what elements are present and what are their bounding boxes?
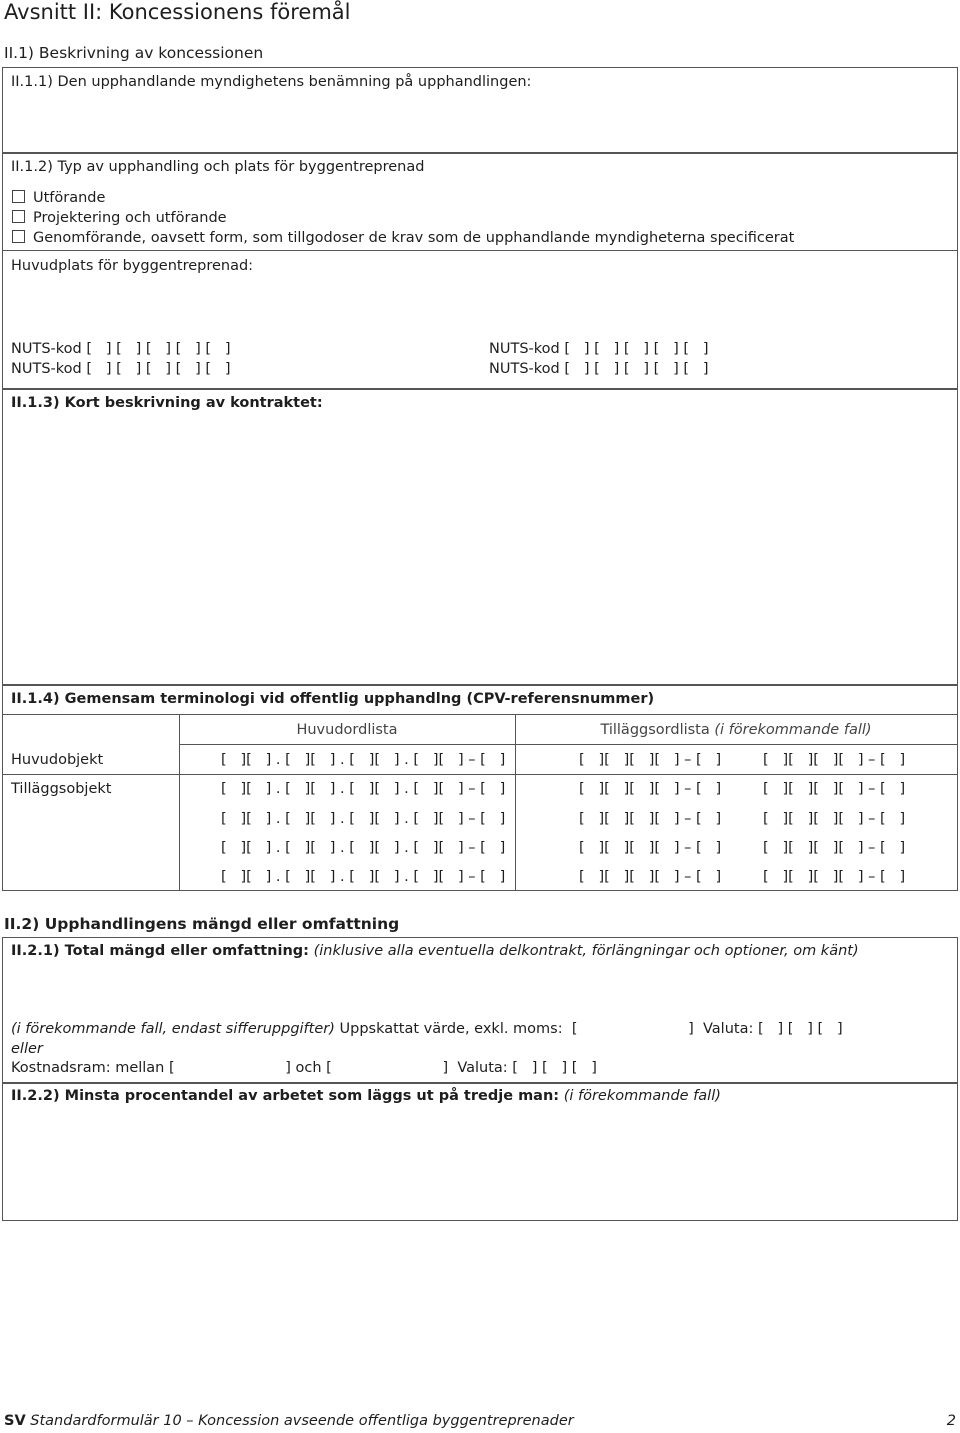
cpv-main-code[interactable]: [ ][ ] . [ ][ ] . [ ][ ] . [ ][ ] – [ ] xyxy=(221,752,506,768)
ii21-box xyxy=(2,937,958,1083)
cpv-main-code[interactable]: [ ][ ] . [ ][ ] . [ ][ ] . [ ][ ] – [ ] xyxy=(221,869,506,885)
ii14-label: II.1.4) Gemensam terminologi vid offentlig upphandlng (CPV-referensnummer) xyxy=(11,691,655,707)
cpv-supp-code-2[interactable]: [ ][ ][ ][ ] – [ ] xyxy=(763,752,906,768)
nuts-row-2-right[interactable]: NUTS-kod [ ] [ ] [ ] [ ] [ ] xyxy=(489,361,709,377)
divider xyxy=(179,714,180,890)
cpv-supp-code-1[interactable]: [ ][ ][ ][ ] – [ ] xyxy=(579,869,722,885)
ii22-label: II.2.2) Minsta procentandel av arbetet som läggs ut på tredje man: (i förekommande fall) xyxy=(11,1088,721,1104)
cpv-supp-code-2[interactable]: [ ][ ][ ][ ] – [ ] xyxy=(763,781,906,797)
option-genomforande[interactable]: Genomförande, oavsett form, som tillgodoser de krav som de upphandlande myndigheterna specificerat xyxy=(12,230,794,246)
checkbox-icon[interactable] xyxy=(12,230,25,243)
divider xyxy=(515,714,516,890)
divider xyxy=(3,774,957,775)
cpv-main-code[interactable]: [ ][ ] . [ ][ ] . [ ][ ] . [ ][ ] – [ ] xyxy=(221,811,506,827)
cpv-supp-code-1[interactable]: [ ][ ][ ][ ] – [ ] xyxy=(579,752,722,768)
ii13-box[interactable] xyxy=(2,389,958,685)
ii12-label: II.1.2) Typ av upphandling och plats för byggentreprenad xyxy=(11,159,425,175)
huvudplats-label: Huvudplats för byggentreprenad: xyxy=(11,258,254,274)
divider xyxy=(179,744,957,745)
divider xyxy=(3,714,957,715)
cpv-supp-code-1[interactable]: [ ][ ][ ][ ] – [ ] xyxy=(579,811,722,827)
row-label-tillaggsobjekt: Tilläggsobjekt xyxy=(11,781,112,797)
cpv-main-code[interactable]: [ ][ ] . [ ][ ] . [ ][ ] . [ ][ ] – [ ] xyxy=(221,840,506,856)
option-utforande[interactable]: Utförande xyxy=(12,190,105,206)
cpv-supp-code-2[interactable]: [ ][ ][ ][ ] – [ ] xyxy=(763,811,906,827)
checkbox-icon[interactable] xyxy=(12,190,25,203)
footer-lang: SV xyxy=(4,1413,26,1429)
section-title: Avsnitt II: Koncessionens föremål xyxy=(4,0,351,24)
cpv-supp-code-2[interactable]: [ ][ ][ ][ ] – [ ] xyxy=(763,840,906,856)
ii11-label: II.1.1) Den upphandlande myndighetens benämning på upphandlingen: xyxy=(11,74,532,90)
ii2-heading: II.2) Upphandlingens mängd eller omfattning xyxy=(4,915,400,933)
option-projektering[interactable]: Projektering och utförande xyxy=(12,210,227,226)
cpv-box xyxy=(2,685,958,891)
col-header-supp: Tilläggsordlista (i förekommande fall) xyxy=(600,722,872,738)
checkbox-icon[interactable] xyxy=(12,210,25,223)
cpv-supp-code-1[interactable]: [ ][ ][ ][ ] – [ ] xyxy=(579,781,722,797)
footer-form-title: Standardformulär 10 – Koncession avseende offentliga byggentreprenader xyxy=(30,1413,574,1429)
ii1-heading: II.1) Beskrivning av koncessionen xyxy=(4,44,264,62)
footer-page-number: 2 xyxy=(946,1413,956,1429)
nuts-row-2-left[interactable]: NUTS-kod [ ] [ ] [ ] [ ] [ ] xyxy=(11,361,231,377)
col-header-main: Huvudordlista xyxy=(296,722,398,738)
row-label-huvudobjekt: Huvudobjekt xyxy=(11,752,104,768)
ii12-box xyxy=(2,153,958,389)
footer xyxy=(4,1413,574,1429)
eller-text: eller xyxy=(11,1041,43,1057)
range-row[interactable]: Kostnadsram: mellan [ ] och [ ] Valuta: [ ] [ ] [ ] xyxy=(11,1060,597,1076)
ii13-label: II.1.3) Kort beskrivning av kontraktet: xyxy=(11,395,323,411)
cpv-main-code[interactable]: [ ][ ] . [ ][ ] . [ ][ ] . [ ][ ] – [ ] xyxy=(221,781,506,797)
nuts-row-1-left[interactable]: NUTS-kod [ ] [ ] [ ] [ ] [ ] xyxy=(11,341,231,357)
ii21-label: II.2.1) Total mängd eller omfattning: (inklusive alla eventuella delkontrakt, förlängningar och optioner, om känt) xyxy=(11,943,859,959)
cpv-supp-code-1[interactable]: [ ][ ][ ][ ] – [ ] xyxy=(579,840,722,856)
nuts-row-1-right[interactable]: NUTS-kod [ ] [ ] [ ] [ ] [ ] xyxy=(489,341,709,357)
ii22-box[interactable] xyxy=(2,1083,958,1221)
cpv-supp-code-2[interactable]: [ ][ ][ ][ ] – [ ] xyxy=(763,869,906,885)
ii11-box[interactable] xyxy=(2,67,958,153)
estimate-row[interactable]: (i förekommande fall, endast sifferuppgifter) Uppskattat värde, exkl. moms: [ ] Valuta: [ ] [ ] [ ] xyxy=(11,1021,843,1037)
divider xyxy=(3,250,957,251)
